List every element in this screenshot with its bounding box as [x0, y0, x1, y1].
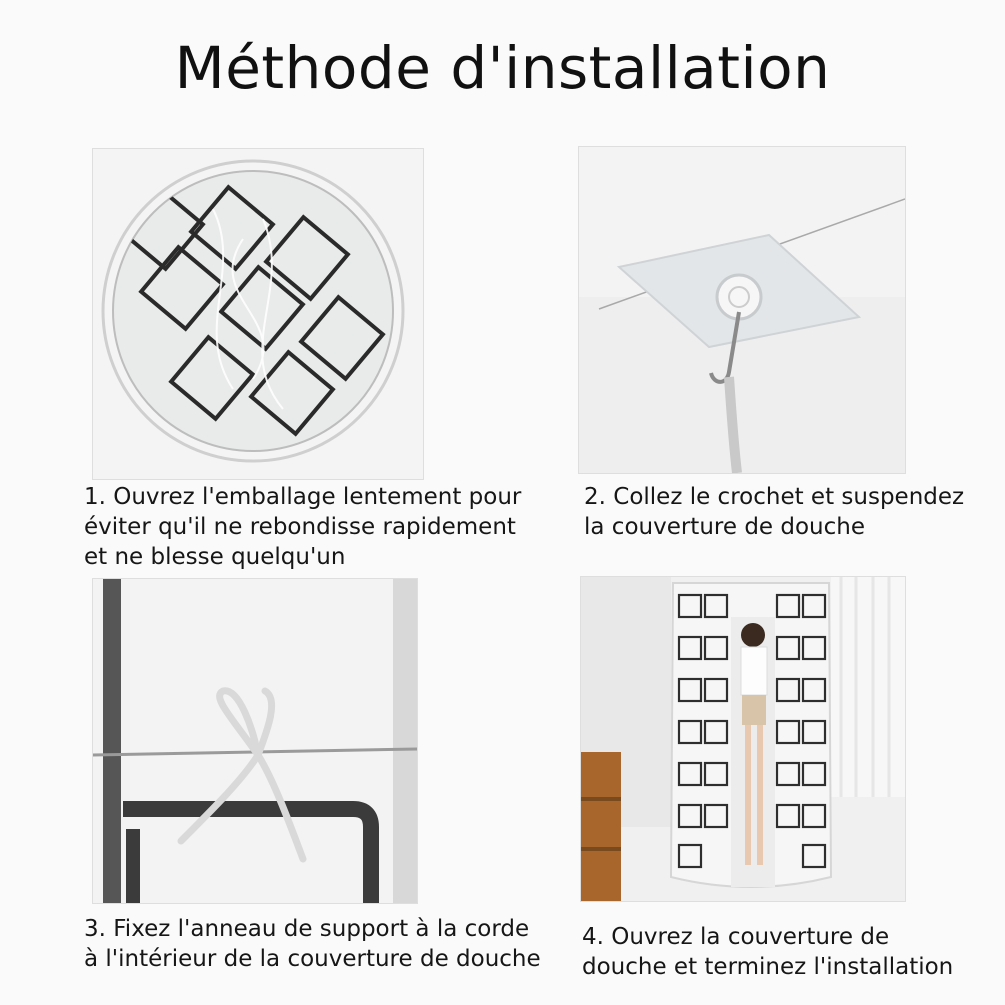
step-2-image [578, 146, 906, 474]
rolled-curtain-illustration [93, 149, 423, 479]
ribbon-cord-illustration [93, 579, 417, 903]
step-1-image [92, 148, 424, 480]
caption-line: douche et terminez l'installation [582, 954, 954, 980]
caption-line: la couverture de douche [584, 514, 865, 540]
step-1-caption [84, 482, 521, 572]
caption-line: éviter qu'il ne rebondisse rapidement [84, 514, 516, 540]
caption-line: à l'intérieur de la couverture de douche [84, 946, 541, 972]
page-title: Méthode d'installation [174, 34, 831, 102]
caption-line: et ne blesse quelqu'un [84, 544, 346, 570]
caption-line: 3. Fixez l'anneau de support à la corde [84, 916, 530, 942]
step-4-image [580, 576, 906, 902]
step-4-caption [582, 922, 953, 982]
caption-line: 2. Collez le crochet et suspendez [584, 484, 965, 510]
step-2-caption [584, 482, 964, 542]
caption-line: 1. Ouvrez l'emballage lentement pour [84, 484, 522, 510]
step-3-image [92, 578, 418, 904]
installed-enclosure-illustration [581, 577, 905, 901]
step-3-caption [84, 914, 541, 974]
caption-line: 4. Ouvrez la couverture de [582, 924, 890, 950]
ceiling-hook-illustration [579, 147, 905, 473]
